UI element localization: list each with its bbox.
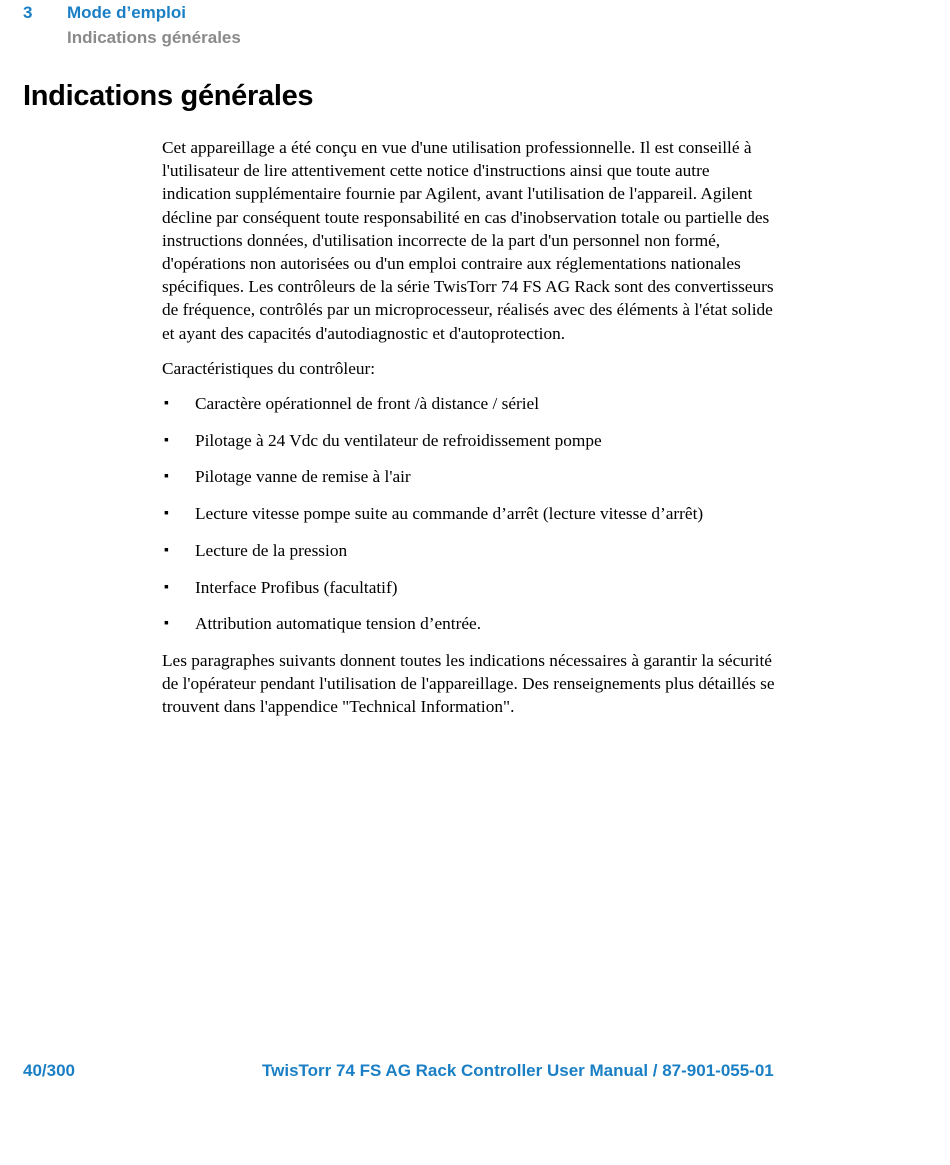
list-item xyxy=(162,612,777,635)
list-item xyxy=(162,392,777,415)
chapter-title: Mode d’emploi xyxy=(67,3,186,22)
section-title: Indications générales xyxy=(67,28,241,47)
bullet-icon: ▪ xyxy=(164,542,169,558)
bullet-icon: ▪ xyxy=(164,396,169,412)
bullet-icon: ▪ xyxy=(164,432,169,448)
list-item xyxy=(162,576,777,599)
chapter-number: 3 xyxy=(23,3,33,22)
list-item-text: Caractère opérationnel de front /à distance / sériel xyxy=(195,394,540,414)
features-heading: Caractéristiques du contrôleur: xyxy=(162,358,376,378)
list-item-text: Lecture de la pression xyxy=(195,540,348,560)
document-title: TwisTorr 74 FS AG Rack Controller User Manual / 87-901-055-01 xyxy=(262,1061,774,1080)
bullet-icon: ▪ xyxy=(164,616,169,632)
page-title: Indications générales xyxy=(23,80,314,112)
list-item-text: Attribution automatique tension d’entrée. xyxy=(195,614,482,634)
list-item-text: Interface Profibus (facultatif) xyxy=(195,577,398,597)
list-item-text: Lecture vitesse pompe suite au commande d’arrêt (lecture vitesse d’arrêt) xyxy=(195,504,704,524)
list-item xyxy=(162,539,777,562)
list-item xyxy=(162,465,777,488)
intro-paragraph: Cet appareillage a été conçu en vue d'une utilisation professionnelle. Il est conseillé à l'utilisateur de lire attentivement cette notice d'instructions ainsi que toute autre indication supplémentaire fournie par Agilent, avant l'utilisation de l'appareil. Agilent décline par conséquent toute responsabilité en cas d'inobservation totale ou partielle des instructions données, d'utilisation incorrecte de la part d'un personnel non formé, d'opérations non autorisées ou d'un emploi contraire aux réglementations nationales spécifiques. Les contrôleurs de la série TwisTorr 74 FS AG Rack sont des convertisseurs de fréquence, contrôlés par un microprocesseur, réalisés avec des éléments à l'état solide et ayant des capacités d'autodiagnostic et d'autoprotection. xyxy=(162,138,774,343)
features-list xyxy=(162,392,777,635)
bullet-icon: ▪ xyxy=(164,506,169,522)
list-item xyxy=(162,502,777,525)
list-item-text: Pilotage vanne de remise à l'air xyxy=(195,467,411,487)
bullet-icon: ▪ xyxy=(164,579,169,595)
bullet-icon: ▪ xyxy=(164,469,169,485)
closing-paragraph: Les paragraphes suivants donnent toutes les indications nécessaires à garantir la sécurité de l'opérateur pendant l'utilisation de l'appareillage. Des renseignements plus détaillés se trouvent dans l'appendice "Technical Information". xyxy=(162,650,775,717)
body-content xyxy=(162,136,777,731)
list-item xyxy=(162,429,777,452)
list-item-text: Pilotage à 24 Vdc du ventilateur de refroidissement pompe xyxy=(195,430,602,450)
page-number: 40/300 xyxy=(23,1061,75,1080)
